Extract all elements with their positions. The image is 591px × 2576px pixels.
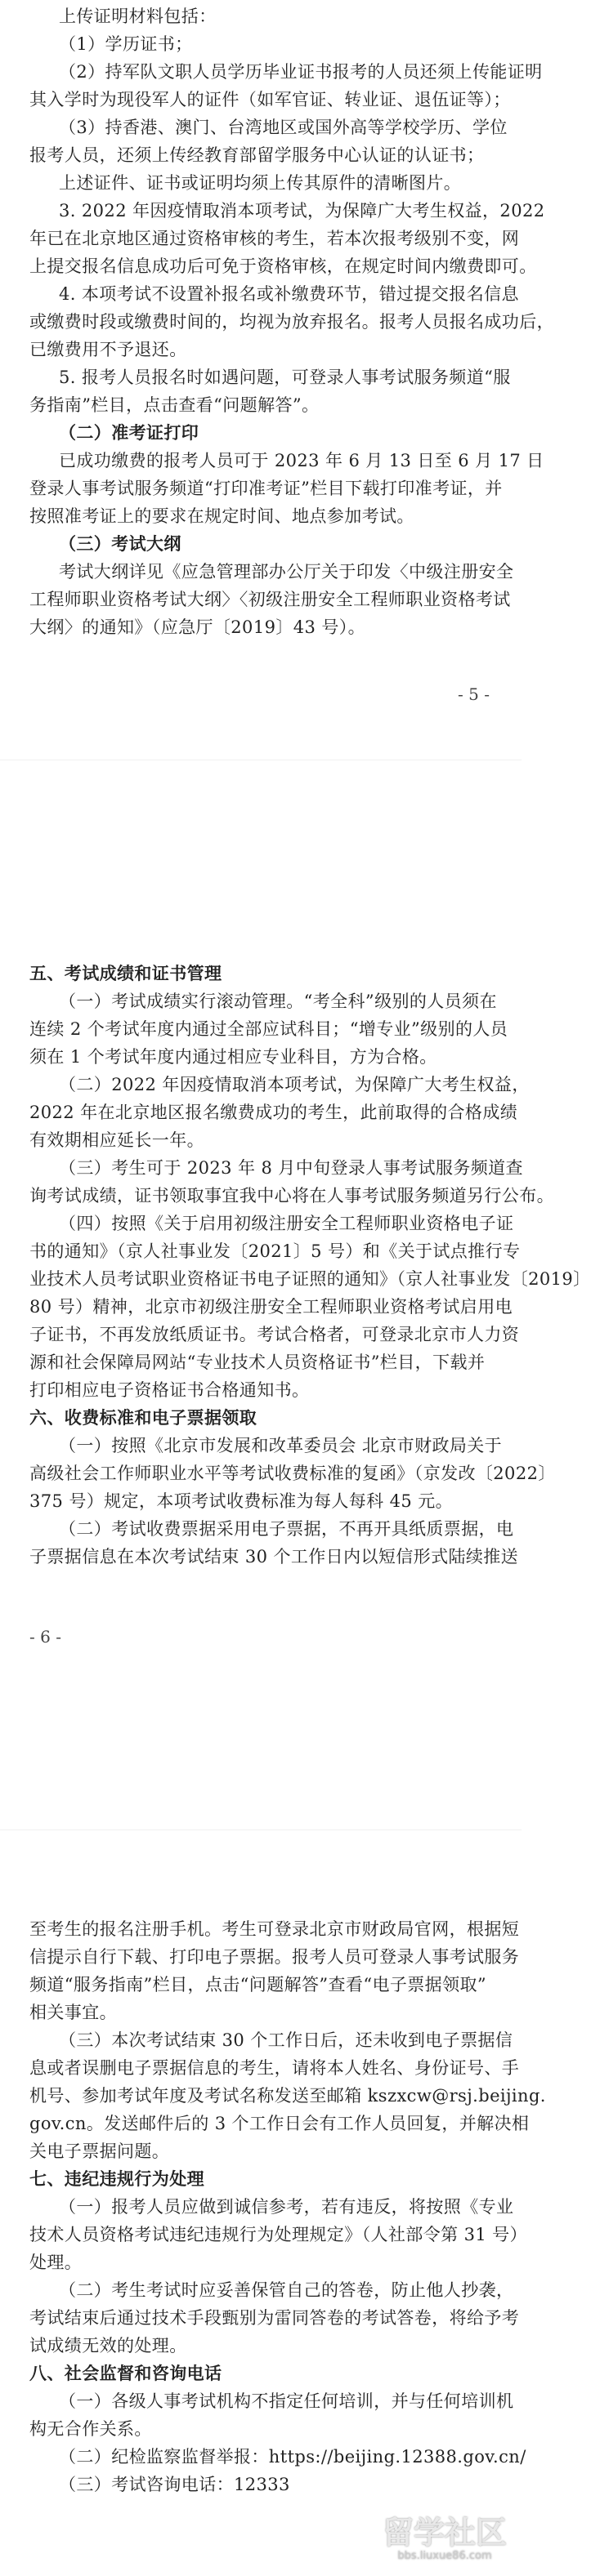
text-line: （一）考试成绩实行滚动管理。“考全科”级别的人员须在 — [59, 992, 497, 1011]
text-line: 5. 报考人员报名时如遇问题，可登录人事考试服务频道“服 — [59, 368, 511, 387]
text-line: 处理。 — [29, 2253, 83, 2272]
section-heading: （二）准考证打印 — [59, 423, 199, 443]
text-line: 高级社会工作师职业水平等考试收费标准的复函》（京发改〔2022〕 — [29, 1464, 556, 1483]
text-line: 有效期相应延长一年。 — [29, 1130, 204, 1150]
text-line: 375 号）规定，本项考试收费标准为每人每科 45 元。 — [29, 1491, 454, 1511]
text-line: 大纲〉的通知》（应急厅〔2019〕43 号）。 — [29, 617, 366, 637]
section-heading: 五、考试成绩和证书管理 — [29, 964, 222, 983]
text-line: 频道“服务指南”栏目，点击“问题解答”查看“电子票据领取” — [29, 1975, 487, 1994]
text-line: （四）按照《关于启用初级注册安全工程师职业资格电子证 — [59, 1214, 514, 1233]
text-line: （3）持香港、澳门、台湾地区或国外高等学校学历、学位 — [59, 118, 508, 137]
text-line: （一）报考人员应做到诚信参考，若有违反，将按照《专业 — [59, 2197, 514, 2217]
text-line: 考试结束后通过技术手段甄别为雷同答卷的考试答卷，将给予考 — [29, 2308, 520, 2328]
text-line: （三）本次考试结束 30 个工作日后，还未收到电子票据信 — [59, 2030, 513, 2050]
text-line: 务指南”栏目，点击查看“问题解答”。 — [29, 395, 320, 415]
report-link-line: （二）纪检监察监督举报：https://beijing.12388.gov.cn/ — [59, 2447, 526, 2467]
text-line: 子证书，不再发放纸质证书。考试合格者，可登录北京市人力资 — [29, 1325, 520, 1344]
text-line: 按照准考证上的要求在规定时间、地点参加考试。 — [29, 506, 414, 526]
text-line: 或缴费时段或缴费时间的，均视为放弃报名。报考人员报名成功后， — [29, 312, 554, 332]
section-heading: 六、收费标准和电子票据领取 — [29, 1408, 257, 1428]
section-heading: 七、违纪违规行为处理 — [29, 2169, 204, 2189]
text-line: 年已在北京地区通过资格审核的考生，若本次报考级别不变，网 — [29, 229, 520, 248]
watermark-url-text: bbs.liuxue86.com — [397, 2550, 492, 2562]
text-line: （1）学历证书； — [59, 34, 193, 54]
site-watermark-logo — [379, 2511, 510, 2568]
email-line: 机号、参加考试年度及考试名称发送至邮箱 kszxcw@rsj.beijing. — [29, 2086, 546, 2106]
text-line: （三）考生可于 2023 年 8 月中旬登录人事考试服务频道查 — [59, 1158, 523, 1178]
page-divider — [0, 1829, 522, 1830]
text-line: （二）考试收费票据采用电子票据，不再开具纸质票据，电 — [59, 1519, 514, 1539]
text-line: 试成绩无效的处理。 — [29, 2336, 187, 2355]
text-line: 已成功缴费的报考人员可于 2023 年 6 月 13 日至 6 月 17 日 — [59, 451, 544, 470]
text-line: （二）2022 年因疫情取消本项考试，为保障广大考生权益， — [59, 1075, 530, 1094]
text-line: （一）按照《北京市发展和改革委员会 北京市财政局关于 — [59, 1436, 503, 1455]
text-line: 息或者误删电子票据信息的考生，请将本人姓名、身份证号、手 — [29, 2058, 520, 2078]
text-line: 书的通知》（京人社事业发〔2021〕5 号）和《关于试点推行专 — [29, 1241, 521, 1261]
text-line: 登录人事考试服务频道“打印准考证”栏目下载打印准考证，并 — [29, 479, 503, 498]
section-heading: 八、社会监督和咨询电话 — [29, 2364, 222, 2383]
text-line: 信提示自行下载、打印电子票据。报考人员可登录人事考试服务 — [29, 1947, 520, 1967]
text-line: 已缴费用不予退还。 — [29, 340, 187, 359]
text-line: 至考生的报名注册手机。考生可登录北京市财政局官网，根据短 — [29, 1919, 520, 1939]
text-line: 考试大纲详见《应急管理部办公厅关于印发〈中级注册安全 — [59, 562, 514, 582]
document-page-6 — [0, 947, 591, 1829]
text-line: 其入学时为现役军人的证件（如军官证、转业证、退伍证等）； — [29, 90, 511, 109]
text-line: 源和社会保障局网站“专业技术人员资格证书”栏目，下载并 — [29, 1353, 486, 1372]
text-line: 须在 1 个考试年度内通过相应专业科目，方为合格。 — [29, 1047, 437, 1067]
text-line: 上提交报名信息成功后可免于资格审核，在规定时间内缴费即可。 — [29, 256, 537, 276]
hotline-line: （三）考试咨询电话：12333 — [59, 2475, 290, 2494]
text-line: 构无合作关系。 — [29, 2419, 152, 2439]
text-line: 询考试成绩，证书领取事宜我中心将在人事考试服务频道另行公布。 — [29, 1186, 554, 1206]
text-line: 80 号）精神，北京市初级注册安全工程师职业资格考试启用电 — [29, 1297, 513, 1317]
text-line: 上述证件、证书或证明均须上传其原件的清晰图片。 — [59, 173, 462, 193]
text-line: gov.cn。发送邮件后的 3 个工作日会有工作人员回复，并解决相 — [29, 2114, 530, 2133]
text-line: 业技术人员考试职业资格证书电子证照的通知》（京人社事业发〔2019〕 — [29, 1269, 591, 1289]
watermark-main-text: 留学社区 — [382, 2515, 507, 2551]
page-number: - 6 - — [29, 1627, 61, 1647]
text-line: 上传证明材料包括： — [59, 7, 217, 26]
text-line: 连续 2 个考试年度内通过全部应试科目；“增专业”级别的人员 — [29, 1019, 508, 1039]
text-line: 2022 年在北京地区报名缴费成功的考生，此前取得的合格成绩 — [29, 1103, 518, 1122]
text-line: 子票据信息在本次考试结束 30 个工作日内以短信形式陆续推送 — [29, 1547, 519, 1567]
text-line: 关电子票据问题。 — [29, 2141, 170, 2161]
page-number: - 5 - — [458, 684, 490, 704]
document-page-7 — [0, 1903, 546, 2576]
text-line: 报考人员，还须上传经教育部留学服务中心认证的认证书； — [29, 145, 485, 165]
text-line: 打印相应电子资格证书合格通知书。 — [29, 1380, 310, 1400]
text-line: 4. 本项考试不设置补报名或补缴费环节，错过提交报名信息 — [59, 284, 519, 304]
text-line: （一）各级人事考试机构不指定任何培训，并与任何培训机 — [59, 2391, 514, 2411]
document-page-5 — [0, 0, 554, 760]
section-heading: （三）考试大纲 — [59, 534, 181, 554]
text-line: （二）考生考试时应妥善保管自己的答卷，防止他人抄袭， — [59, 2280, 514, 2300]
text-line: 技术人员资格考试违纪违规行为处理规定》（人社部令第 31 号） — [29, 2225, 527, 2244]
text-line: 工程师职业资格考试大纲〉〈初级注册安全工程师职业资格考试 — [29, 590, 511, 609]
text-line: 3. 2022 年因疫情取消本项考试，为保障广大考生权益，2022 — [59, 201, 545, 221]
text-line: 相关事宜。 — [29, 2003, 117, 2022]
text-line: （2）持军队文职人员学历毕业证书报考的人员还须上传能证明 — [59, 62, 543, 82]
